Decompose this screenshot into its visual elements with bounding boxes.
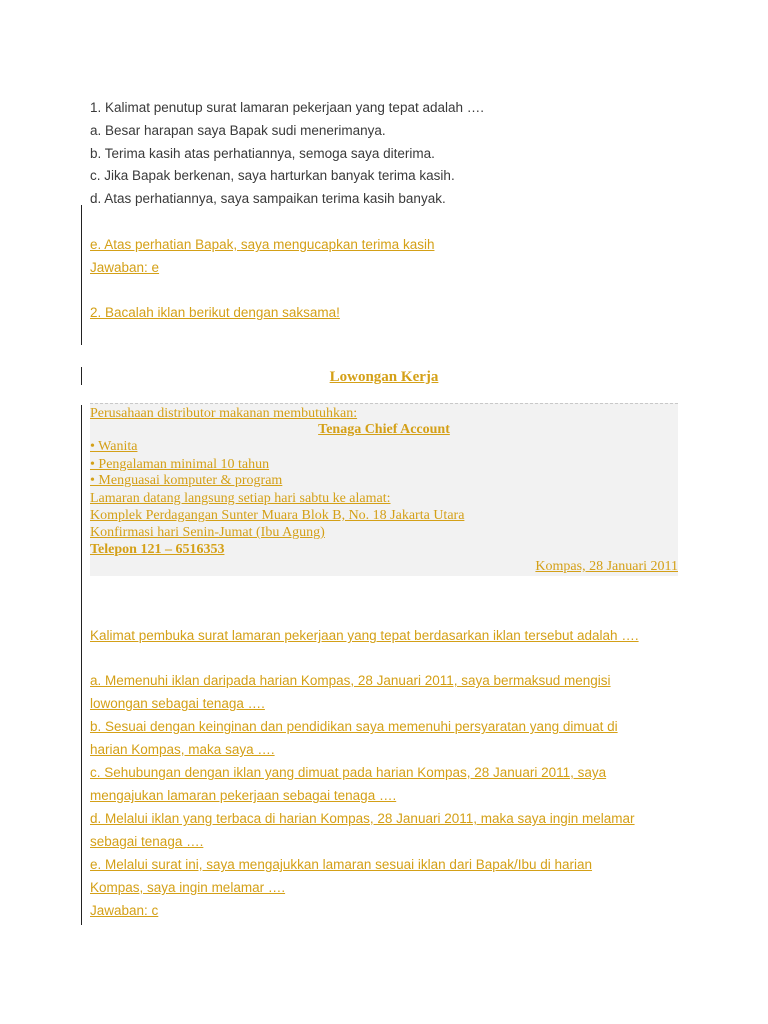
q1-answer[interactable]: Jawaban: e	[90, 260, 160, 275]
q2-option-d-line2[interactable]: sebagai tenaga ….	[90, 834, 204, 849]
ad-apply[interactable]: Lamaran datang langsung setiap hari sabtu ke alamat:	[90, 491, 391, 506]
q2-option-c-line1[interactable]: c. Sehubungan dengan iklan yang dimuat pada harian Kompas, 28 Januari 2011, saya	[90, 765, 607, 780]
ad-source[interactable]: Kompas, 28 Januari 2011	[535, 559, 678, 574]
ad-confirm[interactable]: Konfirmasi hari Senin-Jumat (Ibu Agung)	[90, 525, 325, 540]
ad-line-company[interactable]: Perusahaan distributor makanan membutuhkan:	[90, 406, 358, 421]
ad-position[interactable]: Tenaga Chief Account	[318, 422, 450, 437]
ad-req-3[interactable]: • Menguasai komputer & program	[90, 473, 283, 488]
q2-intro[interactable]: 2. Bacalah iklan berikut dengan saksama!	[90, 305, 340, 320]
ad-address[interactable]: Komplek Perdagangan Sunter Muara Blok B, No. 18 Jakarta Utara	[90, 508, 465, 523]
ad-title[interactable]: Lowongan Kerja	[329, 369, 439, 385]
ad-req-1[interactable]: • Wanita	[90, 439, 138, 454]
q1-option-a: a. Besar harapan saya Bapak sudi menerimanya.	[90, 123, 386, 138]
q1-option-c: c. Jika Bapak berkenan, saya harturkan banyak terima kasih.	[90, 168, 455, 183]
q2-option-c-line2[interactable]: mengajukan lamaran pekerjaan sebagai tenaga ….	[90, 788, 397, 803]
margin-bar-2	[81, 367, 82, 385]
q2-option-a-line1[interactable]: a. Memenuhi iklan daripada harian Kompas, 28 Januari 2011, saya bermaksud mengisi	[90, 673, 611, 688]
q1-option-b: b. Terima kasih atas perhatiannya, semoga saya diterima.	[90, 146, 435, 161]
margin-bar-1	[81, 205, 82, 345]
margin-bar-3	[81, 405, 82, 925]
q2-option-b-line1[interactable]: b. Sesuai dengan keinginan dan pendidikan saya memenuhi persyaratan yang dimuat di	[90, 719, 618, 734]
q1-question: 1. Kalimat penutup surat lamaran pekerjaan yang tepat adalah ….	[90, 100, 484, 115]
q1-option-d: d. Atas perhatiannya, saya sampaikan terima kasih banyak.	[90, 191, 446, 206]
q1-option-e[interactable]: e. Atas perhatian Bapak, saya mengucapkan terima kasih	[90, 237, 435, 252]
q2-answer[interactable]: Jawaban: c	[90, 903, 159, 918]
q2-option-e-line1[interactable]: e. Melalui surat ini, saya mengajukkan lamaran sesuai iklan dari Bapak/Ibu di harian	[90, 857, 593, 872]
ad-phone[interactable]: Telepon 121 – 6516353	[90, 542, 225, 557]
q2-option-e-line2[interactable]: Kompas, saya ingin melamar ….	[90, 880, 286, 895]
q2-question[interactable]: Kalimat pembuka surat lamaran pekerjaan yang tepat berdasarkan iklan tersebut adalah ….	[90, 628, 639, 643]
q2-option-d-line1[interactable]: d. Melalui iklan yang terbaca di harian Kompas, 28 Januari 2011, maka saya ingin melamar	[90, 811, 635, 826]
q2-option-a-line2[interactable]: lowongan sebagai tenaga ….	[90, 696, 265, 711]
q2-option-b-line2[interactable]: harian Kompas, maka saya ….	[90, 742, 275, 757]
ad-req-2[interactable]: • Pengalaman minimal 10 tahun	[90, 457, 270, 472]
